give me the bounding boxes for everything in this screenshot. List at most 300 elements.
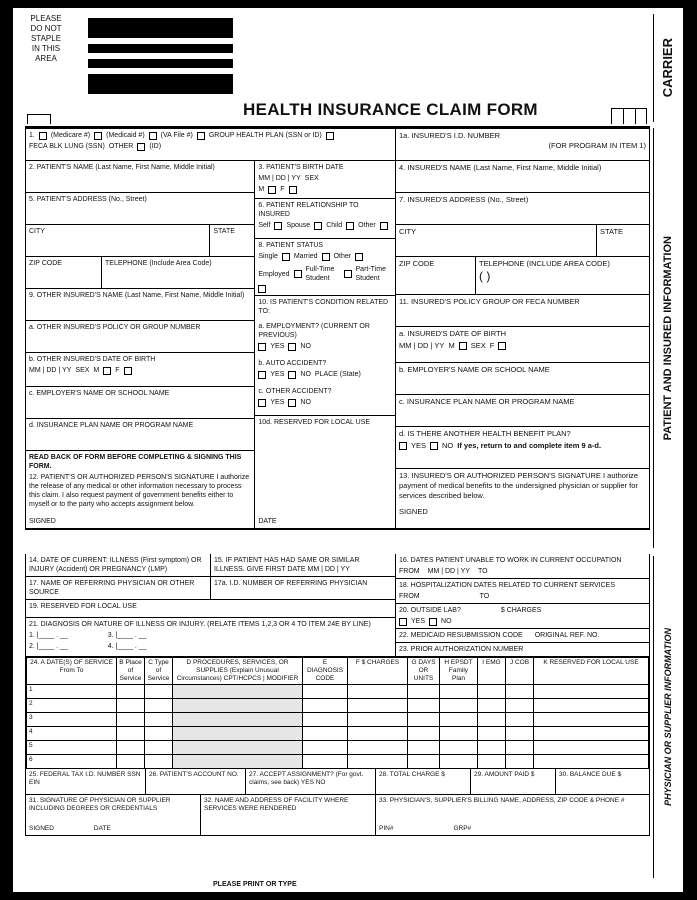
facility-field[interactable]: 32. NAME AND ADDRESS OF FACILITY WHERE SERVICES WERE RENDERED — [201, 795, 376, 835]
service-cell[interactable] — [303, 727, 348, 741]
col-emg: I EMG — [478, 658, 506, 685]
yes-label: YES — [411, 441, 427, 450]
service-cell[interactable] — [478, 699, 506, 713]
margin-patient — [653, 128, 681, 548]
child-label: Child — [326, 222, 343, 229]
field-label: c. EMPLOYER'S NAME OR SCHOOL NAME — [29, 390, 170, 397]
female-label: F — [489, 341, 495, 350]
auto-accident-label: b. AUTO ACCIDENT? — [258, 360, 327, 367]
staple-line: PLEASE — [30, 14, 62, 23]
service-cell[interactable] — [478, 727, 506, 741]
service-cell[interactable] — [506, 741, 534, 755]
field-label: STATE — [600, 227, 624, 236]
field-label: b. EMPLOYER'S NAME OR SCHOOL NAME — [399, 365, 550, 374]
sex-label: SEX — [75, 367, 90, 374]
no-label: NO — [300, 343, 311, 350]
other-acc-no-checkbox[interactable] — [288, 399, 296, 407]
claim-form-paper — [13, 8, 683, 892]
spouse-label: Spouse — [286, 222, 311, 229]
va-checkbox[interactable] — [149, 132, 157, 140]
signed-label: SIGNED — [29, 518, 56, 525]
insured-column — [396, 129, 649, 528]
carrier-label: CARRIER — [660, 38, 675, 98]
signed-label: SIGNED — [29, 825, 54, 832]
field-label: STATE — [213, 228, 235, 235]
service-line — [27, 755, 649, 769]
tax-id-field[interactable]: 25. FEDERAL TAX I.D. NUMBER SSN EIN — [26, 769, 146, 794]
auto-no-checkbox[interactable] — [288, 371, 296, 379]
insured-policy-field[interactable] — [396, 295, 649, 327]
yes-label: YES — [270, 399, 285, 406]
field-label: 22. MEDICAID RESUBMISSION CODE — [399, 632, 523, 639]
service-cell[interactable] — [348, 713, 408, 727]
male-label: M — [448, 341, 455, 350]
print-or-type-notice: PLEASE PRINT OR TYPE — [213, 881, 297, 888]
row-17 — [26, 577, 395, 600]
service-cell[interactable] — [506, 699, 534, 713]
field-label: 33. PHYSICIAN'S, SUPPLIER'S BILLING NAME, ADDRESS, ZIP CODE & PHONE # — [379, 797, 625, 804]
read-back-notice: READ BACK OF FORM BEFORE COMPLETING & SIGNING THIS FORM. — [29, 454, 242, 470]
service-cell[interactable] — [117, 713, 145, 727]
service-cell[interactable] — [440, 685, 478, 699]
employed-label: Employed — [258, 270, 290, 278]
self-label: Self — [258, 222, 271, 229]
field-label: 4. INSURED'S NAME (Last Name, First Name, Middle Initial) — [399, 163, 602, 172]
insured-name-field[interactable] — [396, 161, 649, 193]
signature-row — [26, 795, 649, 835]
to-label: TO — [479, 593, 490, 600]
another-yes-checkbox[interactable] — [399, 442, 407, 450]
other-insured-dob-field[interactable] — [26, 353, 254, 387]
service-cell[interactable] — [117, 685, 145, 699]
account-no-field[interactable]: 26. PATIENT'S ACCOUNT NO. — [146, 769, 246, 794]
similar-illness-field[interactable] — [211, 554, 395, 576]
reserved-19-field[interactable] — [26, 600, 395, 618]
field-label: 6. PATIENT RELATIONSHIP TO INSURED — [258, 202, 359, 218]
signed-label: SIGNED — [399, 507, 428, 516]
field-label: 19. RESERVED FOR LOCAL USE — [29, 603, 137, 610]
service-line — [27, 727, 649, 741]
field-label: 16. DATES PATIENT UNABLE TO WORK IN CURRENT OCCUPATION — [399, 557, 622, 564]
other-accident-label: c. OTHER ACCIDENT? — [258, 388, 332, 395]
male-checkbox[interactable] — [459, 342, 467, 350]
grp-label: GRP# — [453, 825, 472, 832]
date-label: DATE — [258, 518, 277, 525]
lab-no-checkbox[interactable] — [429, 618, 437, 626]
row-14-15 — [26, 554, 395, 577]
service-cell[interactable]: 6 — [27, 755, 117, 769]
physician-left-rows — [26, 554, 396, 656]
field-label: 10d. RESERVED FOR LOCAL USE — [258, 419, 371, 426]
program-note: (FOR PROGRAM IN ITEM 1) — [548, 141, 646, 150]
another-plan-field — [396, 427, 649, 469]
other-label: Other — [333, 253, 352, 260]
service-cell[interactable] — [534, 699, 649, 713]
field-label: 31. SIGNATURE OF PHYSICIAN OR SUPPLIER INCLUDING DEGREES OR CREDENTIALS — [29, 797, 171, 812]
service-line — [27, 741, 649, 755]
service-cell[interactable] — [408, 685, 440, 699]
diagnosis-field[interactable] — [26, 618, 395, 656]
referring-id-field[interactable] — [211, 577, 395, 599]
no-label: NO — [300, 371, 311, 378]
service-cell[interactable] — [303, 699, 348, 713]
married-checkbox[interactable] — [322, 253, 330, 261]
service-cell[interactable] — [408, 755, 440, 769]
field-label: 18. HOSPITALIZATION DATES RELATED TO CURRENT SERVICES — [399, 582, 616, 589]
redaction-bar — [88, 44, 233, 53]
patient-address-field[interactable] — [26, 193, 254, 225]
field-label: 23. PRIOR AUTHORIZATION NUMBER — [399, 646, 524, 653]
field-label: CITY — [29, 228, 45, 235]
col-days: G DAYS OR UNITS — [408, 658, 440, 685]
margin-physician — [653, 556, 681, 878]
service-cell[interactable] — [408, 713, 440, 727]
female-label: F — [280, 186, 285, 193]
corner-boxes — [27, 114, 51, 124]
service-cell[interactable] — [408, 741, 440, 755]
service-cell[interactable] — [145, 713, 173, 727]
col-cob: J COB — [506, 658, 534, 685]
date-format: MM | DD | YY — [29, 367, 72, 374]
insured-employer-field[interactable] — [396, 363, 649, 395]
other-label: OTHER — [108, 143, 134, 150]
spouse-checkbox[interactable] — [314, 222, 322, 230]
diagnosis-line: 4. |____ . __ — [107, 643, 147, 650]
field-label: d. IS THERE ANOTHER HEALTH BENEFIT PLAN? — [399, 429, 571, 438]
service-cell[interactable] — [145, 727, 173, 741]
charges-label: $ CHARGES — [500, 607, 542, 614]
insured-address-field[interactable] — [396, 193, 649, 225]
field-label: CITY — [399, 227, 417, 236]
service-line — [27, 713, 649, 727]
service-cell[interactable] — [173, 727, 303, 741]
field-label: 20. OUTSIDE LAB? — [399, 607, 461, 614]
insured-phone-field[interactable] — [476, 257, 649, 294]
item-number: 1. — [29, 132, 35, 139]
field-label: ZIP CODE — [29, 260, 62, 267]
col-type: C Type of Service — [145, 658, 173, 685]
insured-signature-field[interactable] — [396, 469, 649, 528]
service-cell[interactable] — [145, 699, 173, 713]
other-checkbox[interactable] — [380, 222, 388, 230]
resubmission-field[interactable] — [396, 629, 649, 643]
accept-assignment-field[interactable]: 27. ACCEPT ASSIGNMENT? (For govt. claims, see back) YES NO — [246, 769, 376, 794]
yes-label: YES — [270, 371, 285, 378]
fulltime-checkbox[interactable] — [344, 270, 352, 278]
unable-work-field[interactable] — [396, 554, 649, 579]
date-format: MM | DD | YY — [399, 341, 445, 350]
service-cell[interactable] — [117, 755, 145, 769]
program-boxes — [611, 108, 647, 124]
service-cell[interactable] — [303, 755, 348, 769]
staple-line: STAPLE — [30, 34, 62, 43]
medicare-checkbox[interactable] — [39, 132, 47, 140]
other-checkbox[interactable] — [137, 143, 145, 151]
service-cell[interactable] — [145, 755, 173, 769]
group-label: GROUP HEALTH PLAN (SSN or ID) — [208, 132, 322, 139]
male-label: M — [93, 367, 100, 374]
insured-id-field[interactable] — [396, 129, 649, 161]
service-cell[interactable] — [534, 741, 649, 755]
col-place: B Place of Service — [117, 658, 145, 685]
insured-state-field[interactable] — [597, 225, 649, 256]
service-cell[interactable]: 1 — [27, 685, 117, 699]
service-cell[interactable]: 3 — [27, 713, 117, 727]
relationship-field — [255, 199, 395, 239]
no-label: NO — [442, 441, 454, 450]
employment-no-checkbox[interactable] — [288, 343, 296, 351]
col-procedures: D PROCEDURES, SERVICES, OR SUPPLIES (Explain Unusual Circumstances) CPT/HCPCS | MODIFIER — [173, 658, 303, 685]
male-label: M — [258, 186, 265, 193]
insured-zip-phone — [396, 257, 649, 295]
prior-auth-field[interactable] — [396, 643, 649, 656]
service-lines — [26, 657, 649, 769]
parttime-label: Part-Time Student — [355, 266, 386, 282]
male-checkbox[interactable] — [103, 367, 111, 375]
patient-info-label: PATIENT AND INSURED INFORMATION — [661, 235, 674, 441]
col-reserved: K RESERVED FOR LOCAL USE — [534, 658, 649, 685]
service-cell[interactable] — [440, 713, 478, 727]
sex-label: SEX — [304, 175, 319, 182]
va-label: (VA File #) — [160, 132, 193, 139]
field-label: 7. INSURED'S ADDRESS (No., Street) — [399, 195, 529, 204]
service-cell[interactable] — [173, 699, 303, 713]
from-label: FROM — [399, 568, 420, 575]
service-cell[interactable] — [478, 741, 506, 755]
service-cell[interactable] — [348, 741, 408, 755]
service-cell[interactable] — [478, 713, 506, 727]
balance-due-field[interactable]: 30. BALANCE DUE $ — [559, 771, 622, 778]
employed-checkbox[interactable] — [294, 270, 302, 278]
field-label: a. INSURED'S DATE OF BIRTH — [399, 329, 507, 338]
no-label: NO — [441, 618, 452, 625]
service-cell[interactable] — [478, 685, 506, 699]
female-label: F — [115, 367, 120, 374]
service-line — [27, 699, 649, 713]
insured-dob-field[interactable] — [396, 327, 649, 363]
hospitalization-field[interactable] — [396, 579, 649, 604]
other-id-label: (ID) — [149, 143, 162, 150]
service-cell[interactable] — [440, 727, 478, 741]
field-label: 5. PATIENT'S ADDRESS (No., Street) — [29, 196, 147, 203]
female-checkbox[interactable] — [124, 367, 132, 375]
date-label: DATE — [93, 825, 111, 832]
field-label: ZIP CODE — [399, 259, 435, 268]
yes-label: YES — [411, 618, 426, 625]
billing-field[interactable] — [376, 795, 649, 835]
patient-zip-field[interactable] — [26, 257, 102, 288]
insured-city-field[interactable] — [396, 225, 597, 256]
col-epsdt: H EPSDT Family Plan — [440, 658, 478, 685]
area-code-brackets: ( ) — [479, 269, 491, 283]
condition-field — [255, 296, 395, 416]
field-label: 2. PATIENT'S NAME (Last Name, First Name, Middle Initial) — [29, 164, 215, 171]
other-status-checkbox[interactable] — [355, 253, 363, 261]
diagnosis-line: 3. |____ . __ — [107, 632, 147, 639]
field-label: 12. PATIENT'S OR AUTHORIZED PERSON'S SIGNATURE I authorize the release of any medical or other information necessary to process this claim. I also request payment of government benefits either to myself or to the party who accepts assignment below. — [29, 474, 250, 508]
auto-yes-checkbox[interactable] — [258, 371, 266, 379]
insured-plan-field[interactable] — [396, 395, 649, 427]
fulltime-label: Full-Time Student — [305, 266, 335, 282]
patient-insured-section — [25, 126, 650, 530]
service-line — [27, 685, 649, 699]
insured-id-label: 1a. INSURED'S I.D. NUMBER — [399, 131, 501, 140]
service-cell[interactable]: 5 — [27, 741, 117, 755]
field-label: b. OTHER INSURED'S DATE OF BIRTH — [29, 356, 156, 363]
service-cell[interactable] — [117, 699, 145, 713]
physician-right-rows — [396, 554, 649, 656]
service-cell[interactable] — [408, 699, 440, 713]
physician-signature-field[interactable] — [26, 795, 201, 835]
service-cell[interactable] — [303, 741, 348, 755]
patient-name-field[interactable] — [26, 161, 254, 193]
service-cell[interactable] — [478, 755, 506, 769]
amount-paid-field[interactable]: 29. AMOUNT PAID $ — [471, 769, 556, 794]
field-label: 9. OTHER INSURED'S NAME (Last Name, First Name, Middle Initial) — [29, 292, 245, 299]
referring-physician-field[interactable] — [26, 577, 211, 599]
reserved-local-field[interactable] — [255, 416, 395, 528]
field-label: 17. NAME OF REFERRING PHYSICIAN OR OTHER SOURCE — [29, 580, 195, 596]
group-checkbox[interactable] — [197, 132, 205, 140]
service-cell[interactable] — [117, 741, 145, 755]
service-cell[interactable] — [173, 755, 303, 769]
service-cell[interactable] — [534, 755, 649, 769]
field-label: 8. PATIENT STATUS — [258, 242, 324, 249]
physician-section — [25, 554, 650, 836]
field-label: 11. INSURED'S POLICY GROUP OR FECA NUMBER — [399, 297, 580, 306]
no-label: NO — [300, 399, 311, 406]
diagnosis-line: 2. |____ . __ — [29, 643, 68, 650]
patient-status-field — [255, 239, 395, 296]
field-label: c. INSURANCE PLAN NAME OR PROGRAM NAME — [399, 397, 575, 406]
staple-line: DO NOT — [30, 24, 62, 33]
program-row — [26, 129, 395, 161]
service-header — [27, 658, 649, 685]
medicaid-label: (Medicaid #) — [106, 132, 145, 139]
col-charges: F $ CHARGES — [348, 658, 408, 685]
service-cell[interactable] — [408, 727, 440, 741]
diagnosis-line: 1. |____ . __ — [29, 632, 68, 639]
service-cell[interactable] — [348, 685, 408, 699]
service-cell[interactable] — [440, 755, 478, 769]
married-label: Married — [293, 253, 318, 260]
service-cell[interactable] — [348, 755, 408, 769]
other-employer-field[interactable] — [26, 387, 254, 419]
redaction-bar — [88, 18, 233, 38]
field-label: a. OTHER INSURED'S POLICY OR GROUP NUMBER — [29, 324, 201, 331]
to-label: TO — [478, 568, 488, 575]
field-label: 21. DIAGNOSIS OR NATURE OF ILLNESS OR INJURY. (RELATE ITEMS 1,2,3 OR 4 TO ITEM 24E BY LINE) — [29, 621, 371, 628]
pin-label: PIN# — [379, 825, 394, 832]
service-cell[interactable] — [506, 713, 534, 727]
field-label: TELEPHONE (INCLUDE AREA CODE) — [479, 259, 610, 268]
service-cell[interactable] — [303, 685, 348, 699]
service-cell[interactable] — [534, 713, 649, 727]
medicare-label: (Medicare #) — [50, 132, 91, 139]
patient-side — [26, 129, 396, 528]
service-cell[interactable] — [303, 713, 348, 727]
redaction-bar — [88, 74, 233, 94]
other-label: Other — [358, 222, 376, 229]
patient-phone-field[interactable] — [102, 257, 254, 288]
service-cell[interactable] — [117, 727, 145, 741]
service-cell[interactable] — [348, 699, 408, 713]
other-insured-policy-field[interactable] — [26, 321, 254, 353]
female-checkbox[interactable] — [498, 342, 506, 350]
service-cell[interactable] — [145, 741, 173, 755]
field-label: 13. INSURED'S OR AUTHORIZED PERSON'S SIGNATURE I authorize payment of medical benefits to the undersigned physician or supplier for services described below. — [399, 471, 639, 500]
single-label: Single — [258, 253, 278, 260]
patient-city-field[interactable] — [26, 225, 210, 256]
totals-row — [26, 769, 649, 795]
employment-label: a. EMPLOYMENT? (CURRENT OR PREVIOUS) — [258, 323, 370, 339]
orig-ref-label: ORIGINAL REF. NO. — [534, 632, 600, 639]
field-label: 15. IF PATIENT HAS HAD SAME OR SIMILAR ILLNESS. GIVE FIRST DATE MM | DD | YY — [214, 557, 360, 573]
service-cell[interactable] — [506, 727, 534, 741]
service-cell[interactable] — [173, 741, 303, 755]
service-cell[interactable] — [534, 685, 649, 699]
child-checkbox[interactable] — [346, 222, 354, 230]
self-checkbox[interactable] — [274, 222, 282, 230]
field-label: d. INSURANCE PLAN NAME OR PROGRAM NAME — [29, 422, 194, 429]
medicaid-checkbox[interactable] — [94, 132, 102, 140]
patient-signature-field[interactable] — [26, 451, 254, 528]
male-checkbox[interactable] — [268, 186, 276, 194]
field-label: TELEPHONE (Include Area Code) — [105, 260, 212, 267]
col-diagnosis: E DIAGNOSIS CODE — [303, 658, 348, 685]
service-cell[interactable] — [440, 741, 478, 755]
outside-lab-field — [396, 604, 649, 629]
service-cell[interactable] — [173, 713, 303, 727]
patient-birth-field[interactable] — [255, 161, 395, 199]
other-insured-name-field[interactable] — [26, 289, 254, 321]
insured-city-state — [396, 225, 649, 257]
other-plan-field[interactable] — [26, 419, 254, 451]
total-charge-field[interactable]: 28. TOTAL CHARGE $ — [376, 769, 471, 794]
staple-notice — [21, 14, 71, 64]
parttime-checkbox[interactable] — [258, 285, 266, 293]
lab-yes-checkbox[interactable] — [399, 618, 407, 626]
other-acc-yes-checkbox[interactable] — [258, 399, 266, 407]
col-date: 24. A DATE(S) OF SERVICE From To — [27, 658, 117, 685]
service-cell[interactable] — [506, 685, 534, 699]
service-cell[interactable]: 4 — [27, 727, 117, 741]
female-checkbox[interactable] — [289, 186, 297, 194]
physician-info-label: PHYSICIAN OR SUPPLIER INFORMATION — [662, 628, 673, 806]
service-cell[interactable] — [348, 727, 408, 741]
service-cell[interactable] — [440, 699, 478, 713]
feca-checkbox[interactable] — [326, 132, 334, 140]
form-title: HEALTH INSURANCE CLAIM FORM — [243, 100, 538, 119]
redaction-bar — [88, 59, 233, 68]
service-cell[interactable]: 2 — [27, 699, 117, 713]
insured-zip-field[interactable] — [396, 257, 476, 294]
patient-zip-phone — [26, 257, 254, 289]
service-cell[interactable] — [173, 685, 303, 699]
patient-state-field[interactable] — [210, 225, 254, 256]
field-label: 10. IS PATIENT'S CONDITION RELATED TO: — [258, 299, 389, 315]
another-no-checkbox[interactable] — [430, 442, 438, 450]
field-label: 17a. I.D. NUMBER OF REFERRING PHYSICIAN — [214, 580, 368, 587]
current-date-field[interactable] — [26, 554, 211, 576]
date-format: MM | DD | YY — [427, 568, 471, 575]
single-checkbox[interactable] — [282, 253, 290, 261]
service-cell[interactable] — [145, 685, 173, 699]
employment-yes-checkbox[interactable] — [258, 343, 266, 351]
service-cell[interactable] — [506, 755, 534, 769]
feca-label: FECA BLK LUNG (SSN) — [29, 143, 105, 150]
service-cell[interactable] — [534, 727, 649, 741]
